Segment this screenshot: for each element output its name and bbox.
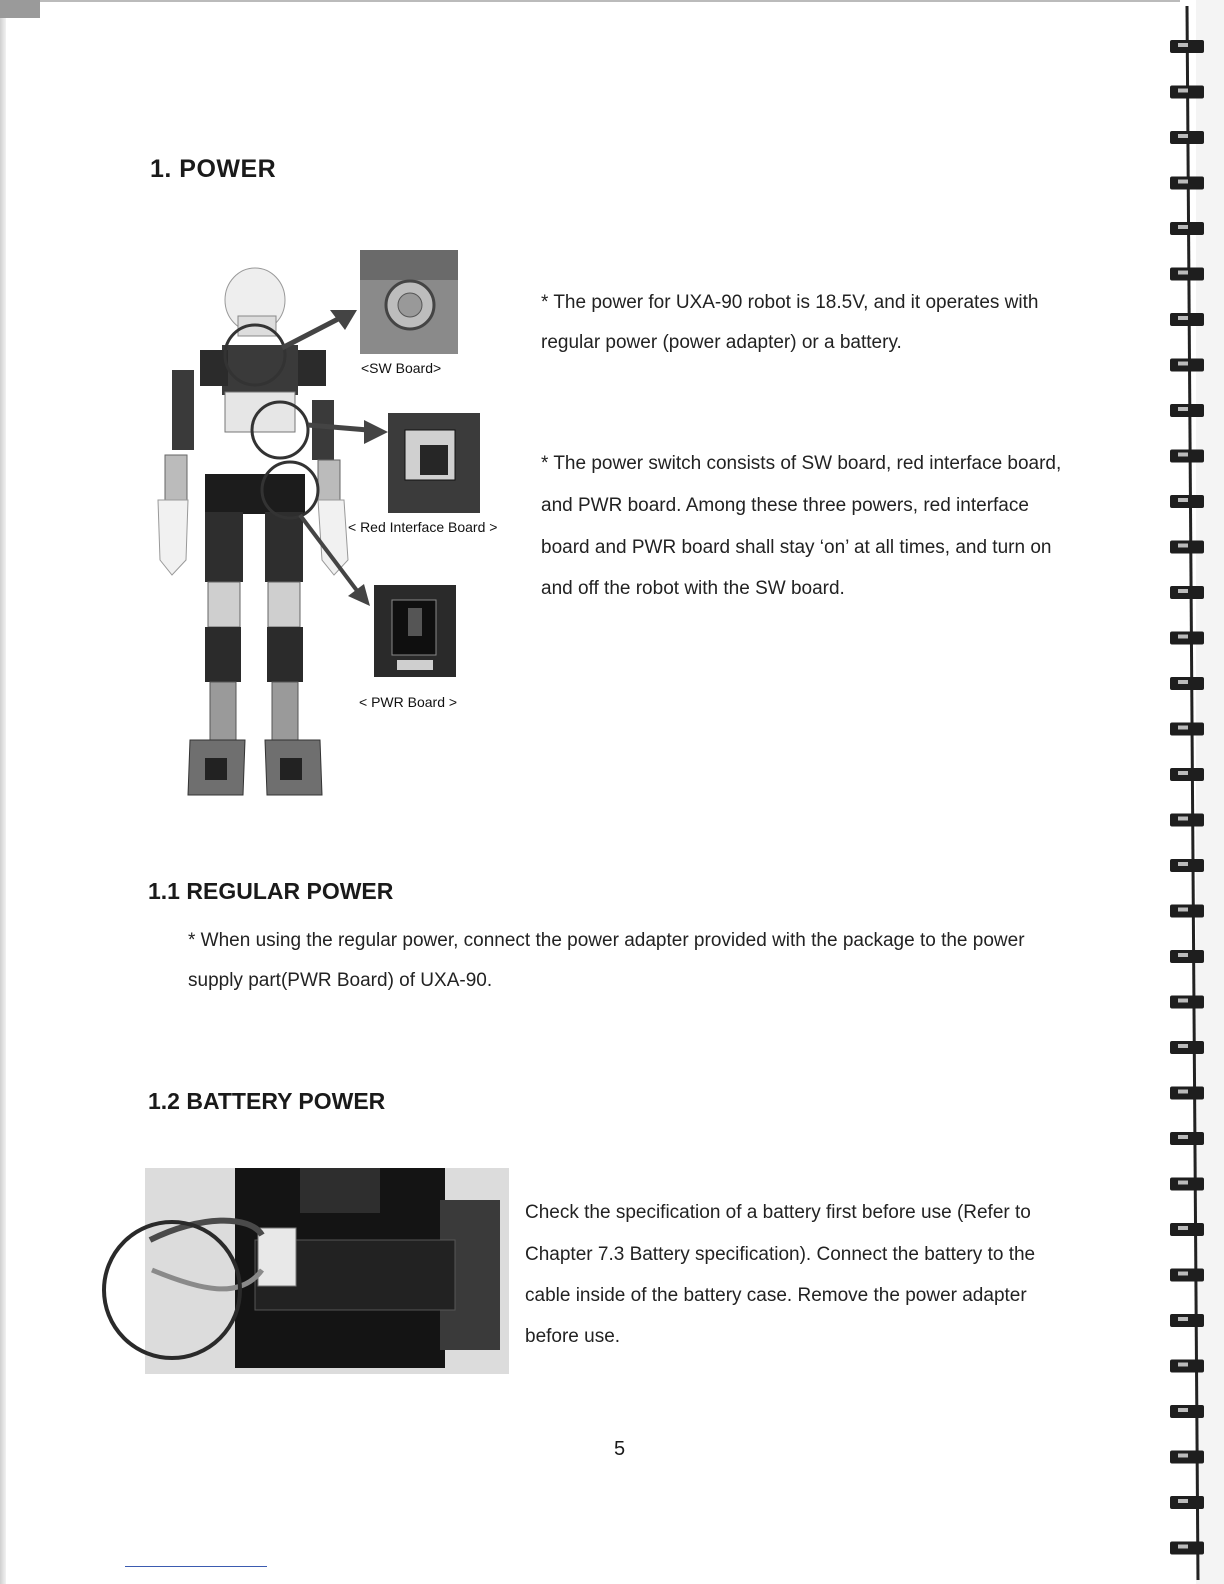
- power-switch-line-1: * The power switch consists of SW board, red interface board,: [541, 453, 1062, 474]
- page-number: 5: [614, 1438, 626, 1460]
- section-title: 1. POWER: [150, 155, 277, 183]
- power-switch-line-4: and off the robot with the SW board.: [541, 578, 845, 599]
- power-switch-line-2: and PWR board. Among these three powers, red interface: [541, 495, 1029, 516]
- battery-line-1: Check the specification of a battery first before use (Refer to: [525, 1202, 1031, 1223]
- regular-power-line-2: supply part(PWR Board) of UXA-90.: [188, 970, 493, 991]
- battery-line-3: cable inside of the battery case. Remove the power adapter: [525, 1285, 1027, 1306]
- caption-red-interface-board: < Red Interface Board >: [348, 519, 498, 535]
- caption-pwr-board: < PWR Board >: [359, 694, 458, 710]
- regular-power-line-1: * When using the regular power, connect the power adapter provided with the package to the power: [188, 930, 1025, 951]
- footer-rule: [125, 1566, 267, 1567]
- power-intro-line-2: regular power (power adapter) or a battery.: [541, 332, 902, 353]
- battery-power-title: 1.2 BATTERY POWER: [148, 1088, 386, 1114]
- caption-sw-board: <SW Board>: [361, 360, 442, 376]
- battery-line-2: Chapter 7.3 Battery specification). Connect the battery to the: [525, 1244, 1036, 1265]
- battery-line-4: before use.: [525, 1326, 621, 1347]
- power-switch-line-3: board and PWR board shall stay ‘on’ at all times, and turn on: [541, 537, 1052, 558]
- power-intro-line-1: * The power for UXA-90 robot is 18.5V, and it operates with: [541, 292, 1039, 313]
- regular-power-title: 1.1 REGULAR POWER: [148, 878, 394, 904]
